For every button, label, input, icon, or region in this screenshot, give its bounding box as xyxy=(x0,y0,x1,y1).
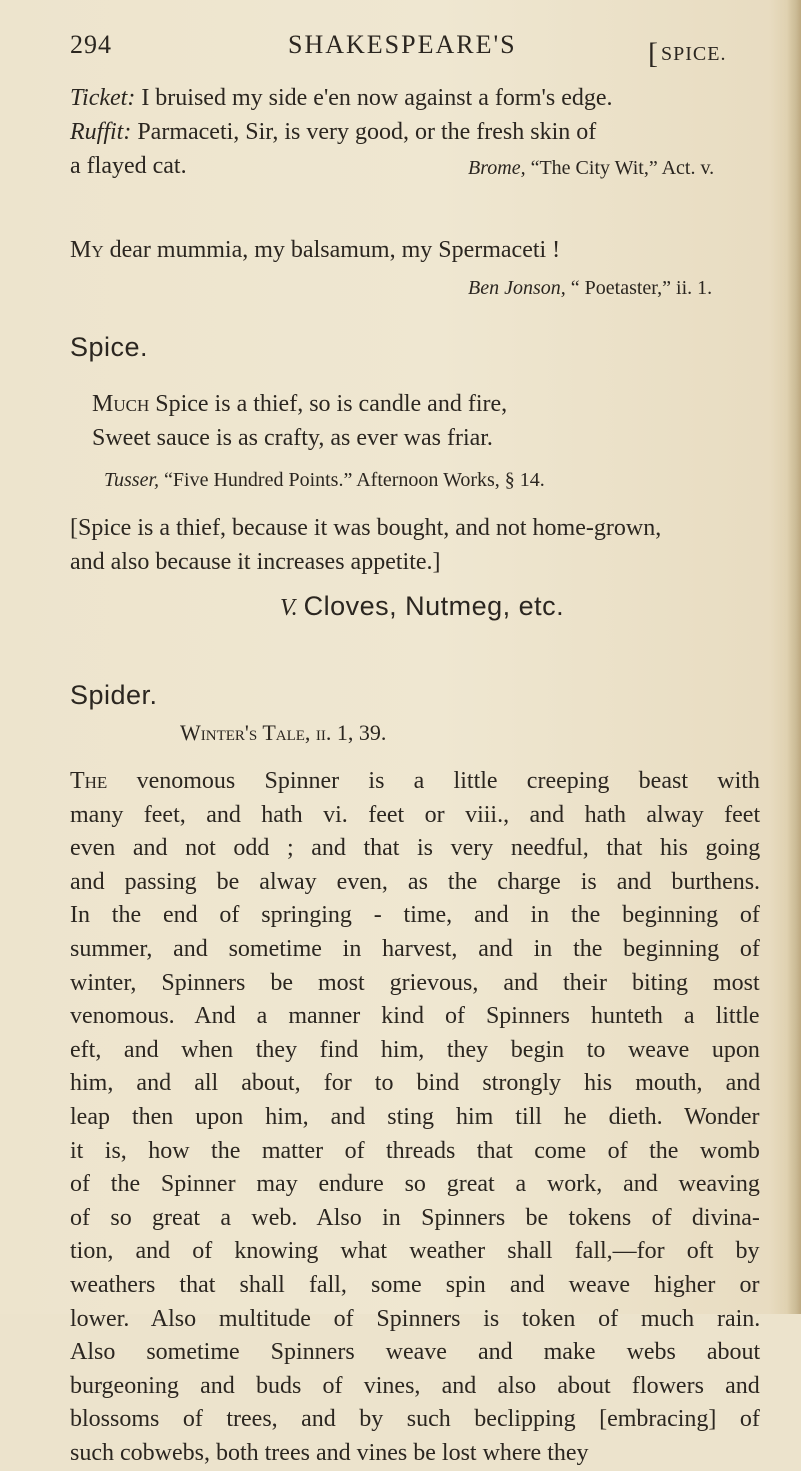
paragraph-line-text: leap then upon him, and sting him till he dieth. Wonder xyxy=(70,1104,760,1130)
paragraph-line-text: him, and all about, for to bind strongly his mouth, and xyxy=(70,1070,761,1097)
paragraph-line xyxy=(70,1101,760,1135)
paragraph-line-text: tion, and of knowing what weather shall fall,—for oft by xyxy=(70,1238,760,1265)
citation-work: “Five Hundred Points.” Afternoon Works, § 14. xyxy=(164,469,545,491)
speaker-ticket: Ticket: xyxy=(70,85,136,111)
paragraph-line xyxy=(70,1000,760,1034)
paragraph-line-text: summer, and sometime in harvest, and in the beginning of xyxy=(70,936,760,962)
paragraph-line xyxy=(70,866,760,900)
paragraph-line-text: it is, how the matter of threads that come of the womb xyxy=(70,1137,760,1164)
paragraph-line-text: eft, and when they find him, they begin to weave upon xyxy=(70,1036,760,1063)
quote-text-1: I bruised my side e'en now against a form's edge. xyxy=(141,85,613,111)
paragraph-line xyxy=(70,1168,760,1202)
running-title: SHAKESPEARE'S xyxy=(288,30,517,59)
citation-work: “ Poetaster,” ii. 1. xyxy=(570,277,713,299)
citation-author: Ben Jonson, xyxy=(468,277,566,299)
citation-brome xyxy=(468,152,714,186)
paragraph-line-text: In the end of springing - time, and in the beginning of xyxy=(70,902,760,929)
see-also-link[interactable]: Cloves, Nutmeg, etc. xyxy=(303,591,565,621)
section-label xyxy=(648,34,726,68)
paragraph-line xyxy=(70,1034,760,1068)
verse-line-2: Sweet sauce is as crafty, as ever was friar. xyxy=(92,425,493,451)
citation-work: “The City Wit,” Act. v. xyxy=(530,157,715,179)
paragraph-line xyxy=(70,1202,760,1236)
verse-text-1: Spice is a thief, so is candle and fire, xyxy=(155,391,508,417)
quote-line-1 xyxy=(70,82,760,116)
page-header xyxy=(70,30,770,70)
paragraph-line-text: burgeoning and buds of vines, and also about flowers and xyxy=(70,1372,760,1399)
see-also-v: V. xyxy=(280,595,298,621)
paragraph-line-text: many feet, and hath vi. feet or viii., and hath alway feet xyxy=(70,801,761,828)
drop-word: Much xyxy=(92,391,150,417)
paragraph-line-text: lower. Also multitude of Spinners is token of much rain. xyxy=(70,1305,761,1332)
citation-tusser xyxy=(104,464,545,498)
paragraph-line-text: blossoms of trees, and by such beclipping [embracing] of xyxy=(70,1406,760,1433)
paragraph-line xyxy=(70,1235,760,1269)
paragraph-line xyxy=(70,1067,760,1101)
section-name: SPICE. xyxy=(661,43,727,65)
paragraph-line xyxy=(70,765,760,799)
citation-jonson xyxy=(468,272,712,306)
paragraph-line xyxy=(70,1269,760,1303)
play-reference xyxy=(180,716,386,750)
paragraph-line xyxy=(70,1403,760,1437)
paragraph-line-text: of so great a web. Also in Spinners be tokens of divina- xyxy=(70,1204,760,1231)
quote-text-3: a flayed cat. xyxy=(70,153,187,179)
paragraph-line xyxy=(70,933,760,967)
see-also-line xyxy=(280,590,564,626)
paragraph-line xyxy=(70,1336,760,1370)
paragraph-line-text: venomous Spinner is a little creeping beast with xyxy=(136,768,760,794)
paragraph-line xyxy=(70,1135,760,1169)
paragraph-line-text: venomous. And a manner kind of Spinners hunteth a little xyxy=(70,1003,760,1030)
paragraph-line xyxy=(70,967,760,1001)
page-edge xyxy=(787,0,801,1314)
verse-line-1 xyxy=(92,388,507,422)
paragraph-line-text: and passing be alway even, as the charge is and burthens. xyxy=(70,868,761,895)
reference-text: Winter's Tale, ii. 1, 39. xyxy=(180,720,387,745)
paragraph-line xyxy=(70,799,760,833)
note-line-2: and also because it increases appetite.] xyxy=(70,549,441,575)
citation-author: Tusser, xyxy=(104,469,160,491)
citation-author: Brome, xyxy=(468,157,526,179)
drop-word: The xyxy=(70,768,108,794)
heading-spider: Spider. xyxy=(70,680,158,710)
paragraph-line-text: such cobwebs, both trees and vines be lost where they xyxy=(70,1440,589,1466)
quote-text-2: Parmaceti, Sir, is very good, or the fresh skin of xyxy=(137,119,597,145)
section-bracket: [ xyxy=(648,37,659,70)
paragraph-line xyxy=(70,832,760,866)
paragraph-line-text: weathers that shall fall, some spin and weave higher or xyxy=(70,1272,760,1298)
mummia-text: dear mummia, my balsamum, my Spermaceti ! xyxy=(109,237,561,263)
paragraph-line xyxy=(70,1303,760,1337)
paragraph-line xyxy=(70,1437,589,1471)
paragraph-line-text: Also sometime Spinners weave and make webs about xyxy=(70,1339,761,1366)
drop-word: My xyxy=(70,237,104,263)
paragraph-line xyxy=(70,899,760,933)
note-line-1: [Spice is a thief, because it was bought, and not home-grown, xyxy=(70,515,662,541)
quote-line-2 xyxy=(70,116,760,150)
speaker-ruffit: Ruffit: xyxy=(70,119,132,145)
page-number: 294 xyxy=(70,30,112,59)
paragraph-line-text: of the Spinner may endure so great a work, and weaving xyxy=(70,1171,760,1198)
paragraph-line xyxy=(70,1370,760,1404)
mummia-line xyxy=(70,234,560,268)
paragraph-line-text: even and not odd ; and that is very needful, that his going xyxy=(70,835,761,862)
paragraph-line-text: winter, Spinners be most grievous, and their biting most xyxy=(70,969,760,996)
heading-spice: Spice. xyxy=(70,332,149,362)
